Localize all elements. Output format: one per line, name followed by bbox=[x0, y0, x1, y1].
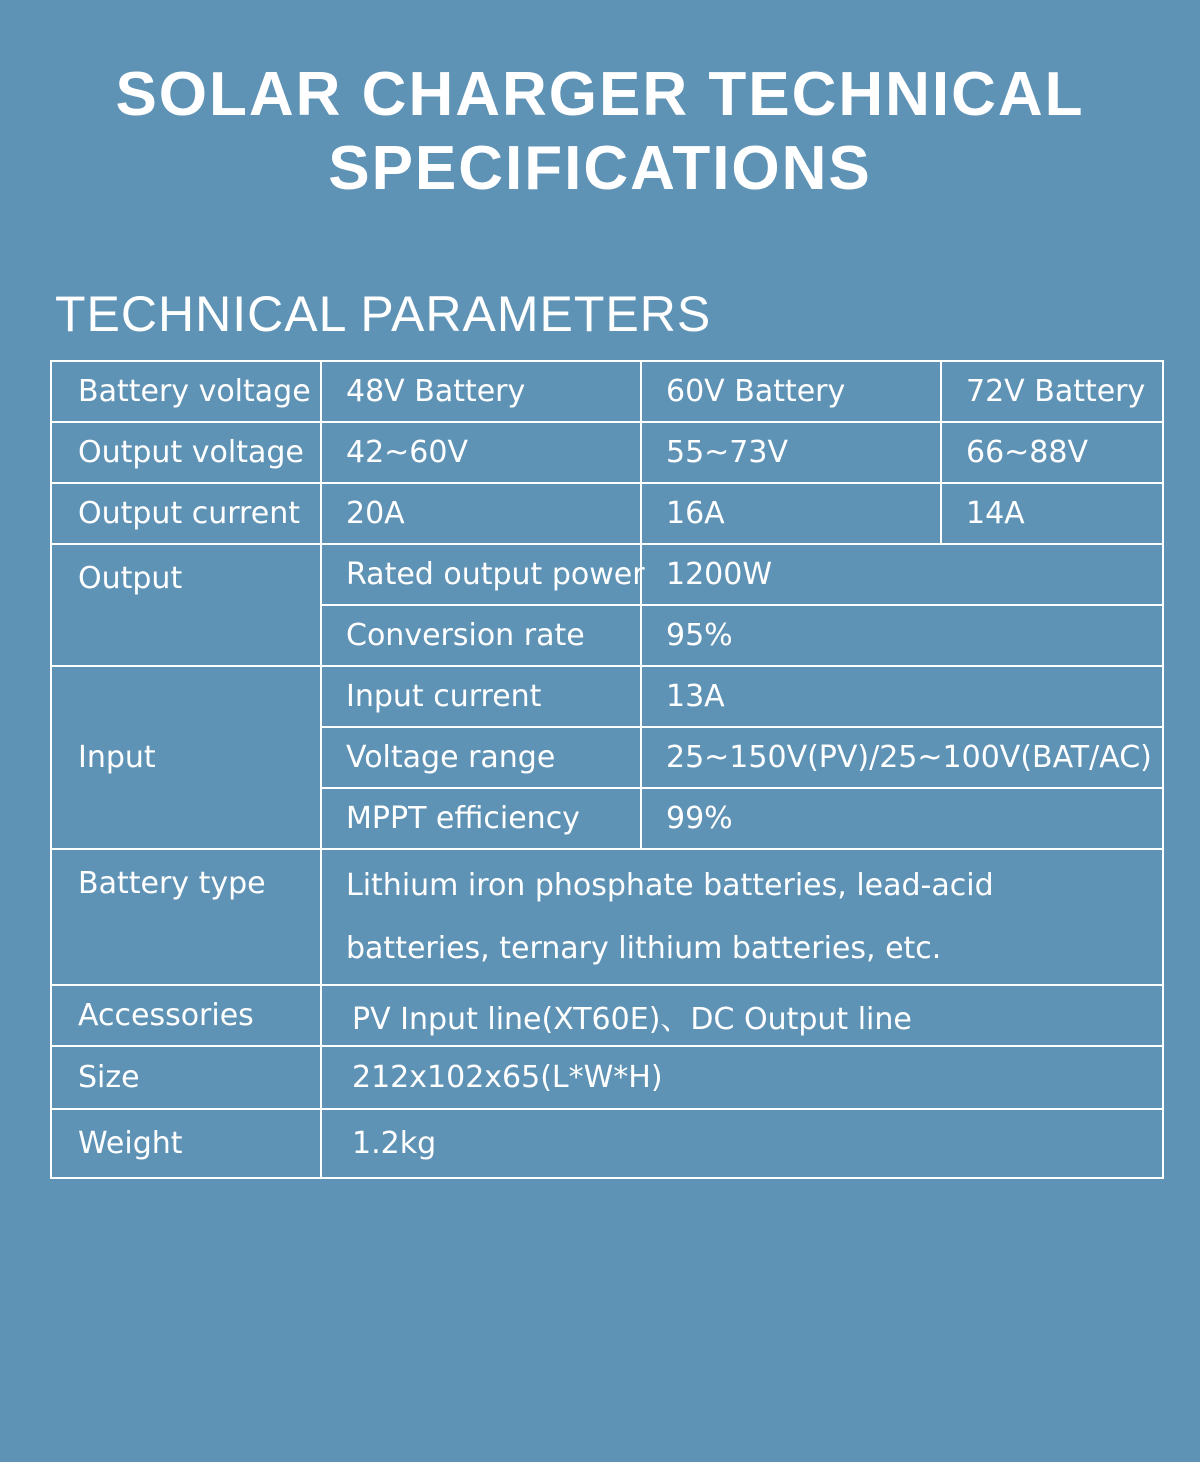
spec-table bbox=[50, 360, 1164, 1179]
cell-72v: 66~88V bbox=[941, 422, 1163, 483]
value-cell: 212x102x65(L*W*H) bbox=[321, 1046, 1163, 1109]
row-label: Battery type bbox=[51, 849, 321, 985]
value-cell: PV Input line(XT60E)、DC Output line bbox=[321, 985, 1163, 1046]
table-row-output-power bbox=[51, 544, 1163, 605]
value-cell: Lithium iron phosphate batteries, lead-acid batteries, ternary lithium batteries, etc. bbox=[321, 849, 1163, 985]
param-cell: MPPT efficiency bbox=[321, 788, 641, 849]
value-cell: 25~150V(PV)/25~100V(BAT/AC) bbox=[641, 727, 1163, 788]
table-row-output-voltage bbox=[51, 422, 1163, 483]
section-heading: TECHNICAL PARAMETERS bbox=[55, 286, 712, 342]
value-cell: 1.2kg bbox=[321, 1109, 1163, 1178]
row-label: Size bbox=[51, 1046, 321, 1109]
row-label: Output bbox=[51, 544, 321, 666]
param-cell: Rated output power bbox=[321, 544, 641, 605]
cell-48v: 20A bbox=[321, 483, 641, 544]
table-row-input-current bbox=[51, 666, 1163, 727]
cell-48v: 48V Battery bbox=[321, 361, 641, 422]
table-row-size bbox=[51, 1046, 1163, 1109]
row-label: Output current bbox=[51, 483, 321, 544]
param-cell: Conversion rate bbox=[321, 605, 641, 666]
row-label: Battery voltage bbox=[51, 361, 321, 422]
row-label: Accessories bbox=[51, 985, 321, 1046]
cell-48v: 42~60V bbox=[321, 422, 641, 483]
cell-60v: 60V Battery bbox=[641, 361, 941, 422]
table-row-battery-type bbox=[51, 849, 1163, 985]
value-cell: 1200W bbox=[641, 544, 1163, 605]
table-row-accessories bbox=[51, 985, 1163, 1046]
table-row-weight bbox=[51, 1109, 1163, 1178]
cell-60v: 55~73V bbox=[641, 422, 941, 483]
table-row-battery-voltage bbox=[51, 361, 1163, 422]
param-cell: Input current bbox=[321, 666, 641, 727]
page-title-line-2: SPECIFICATIONS bbox=[328, 134, 872, 203]
row-label: Weight bbox=[51, 1109, 321, 1178]
cell-72v: 14A bbox=[941, 483, 1163, 544]
row-label: Output voltage bbox=[51, 422, 321, 483]
row-label: Input bbox=[51, 666, 321, 849]
cell-60v: 16A bbox=[641, 483, 941, 544]
table-row-output-current bbox=[51, 483, 1163, 544]
page-title-line-1: SOLAR CHARGER TECHNICAL bbox=[115, 60, 1085, 129]
cell-72v: 72V Battery bbox=[941, 361, 1163, 422]
value-cell: 95% bbox=[641, 605, 1163, 666]
value-cell: 99% bbox=[641, 788, 1163, 849]
value-cell: 13A bbox=[641, 666, 1163, 727]
param-cell: Voltage range bbox=[321, 727, 641, 788]
page-title bbox=[0, 58, 1200, 206]
